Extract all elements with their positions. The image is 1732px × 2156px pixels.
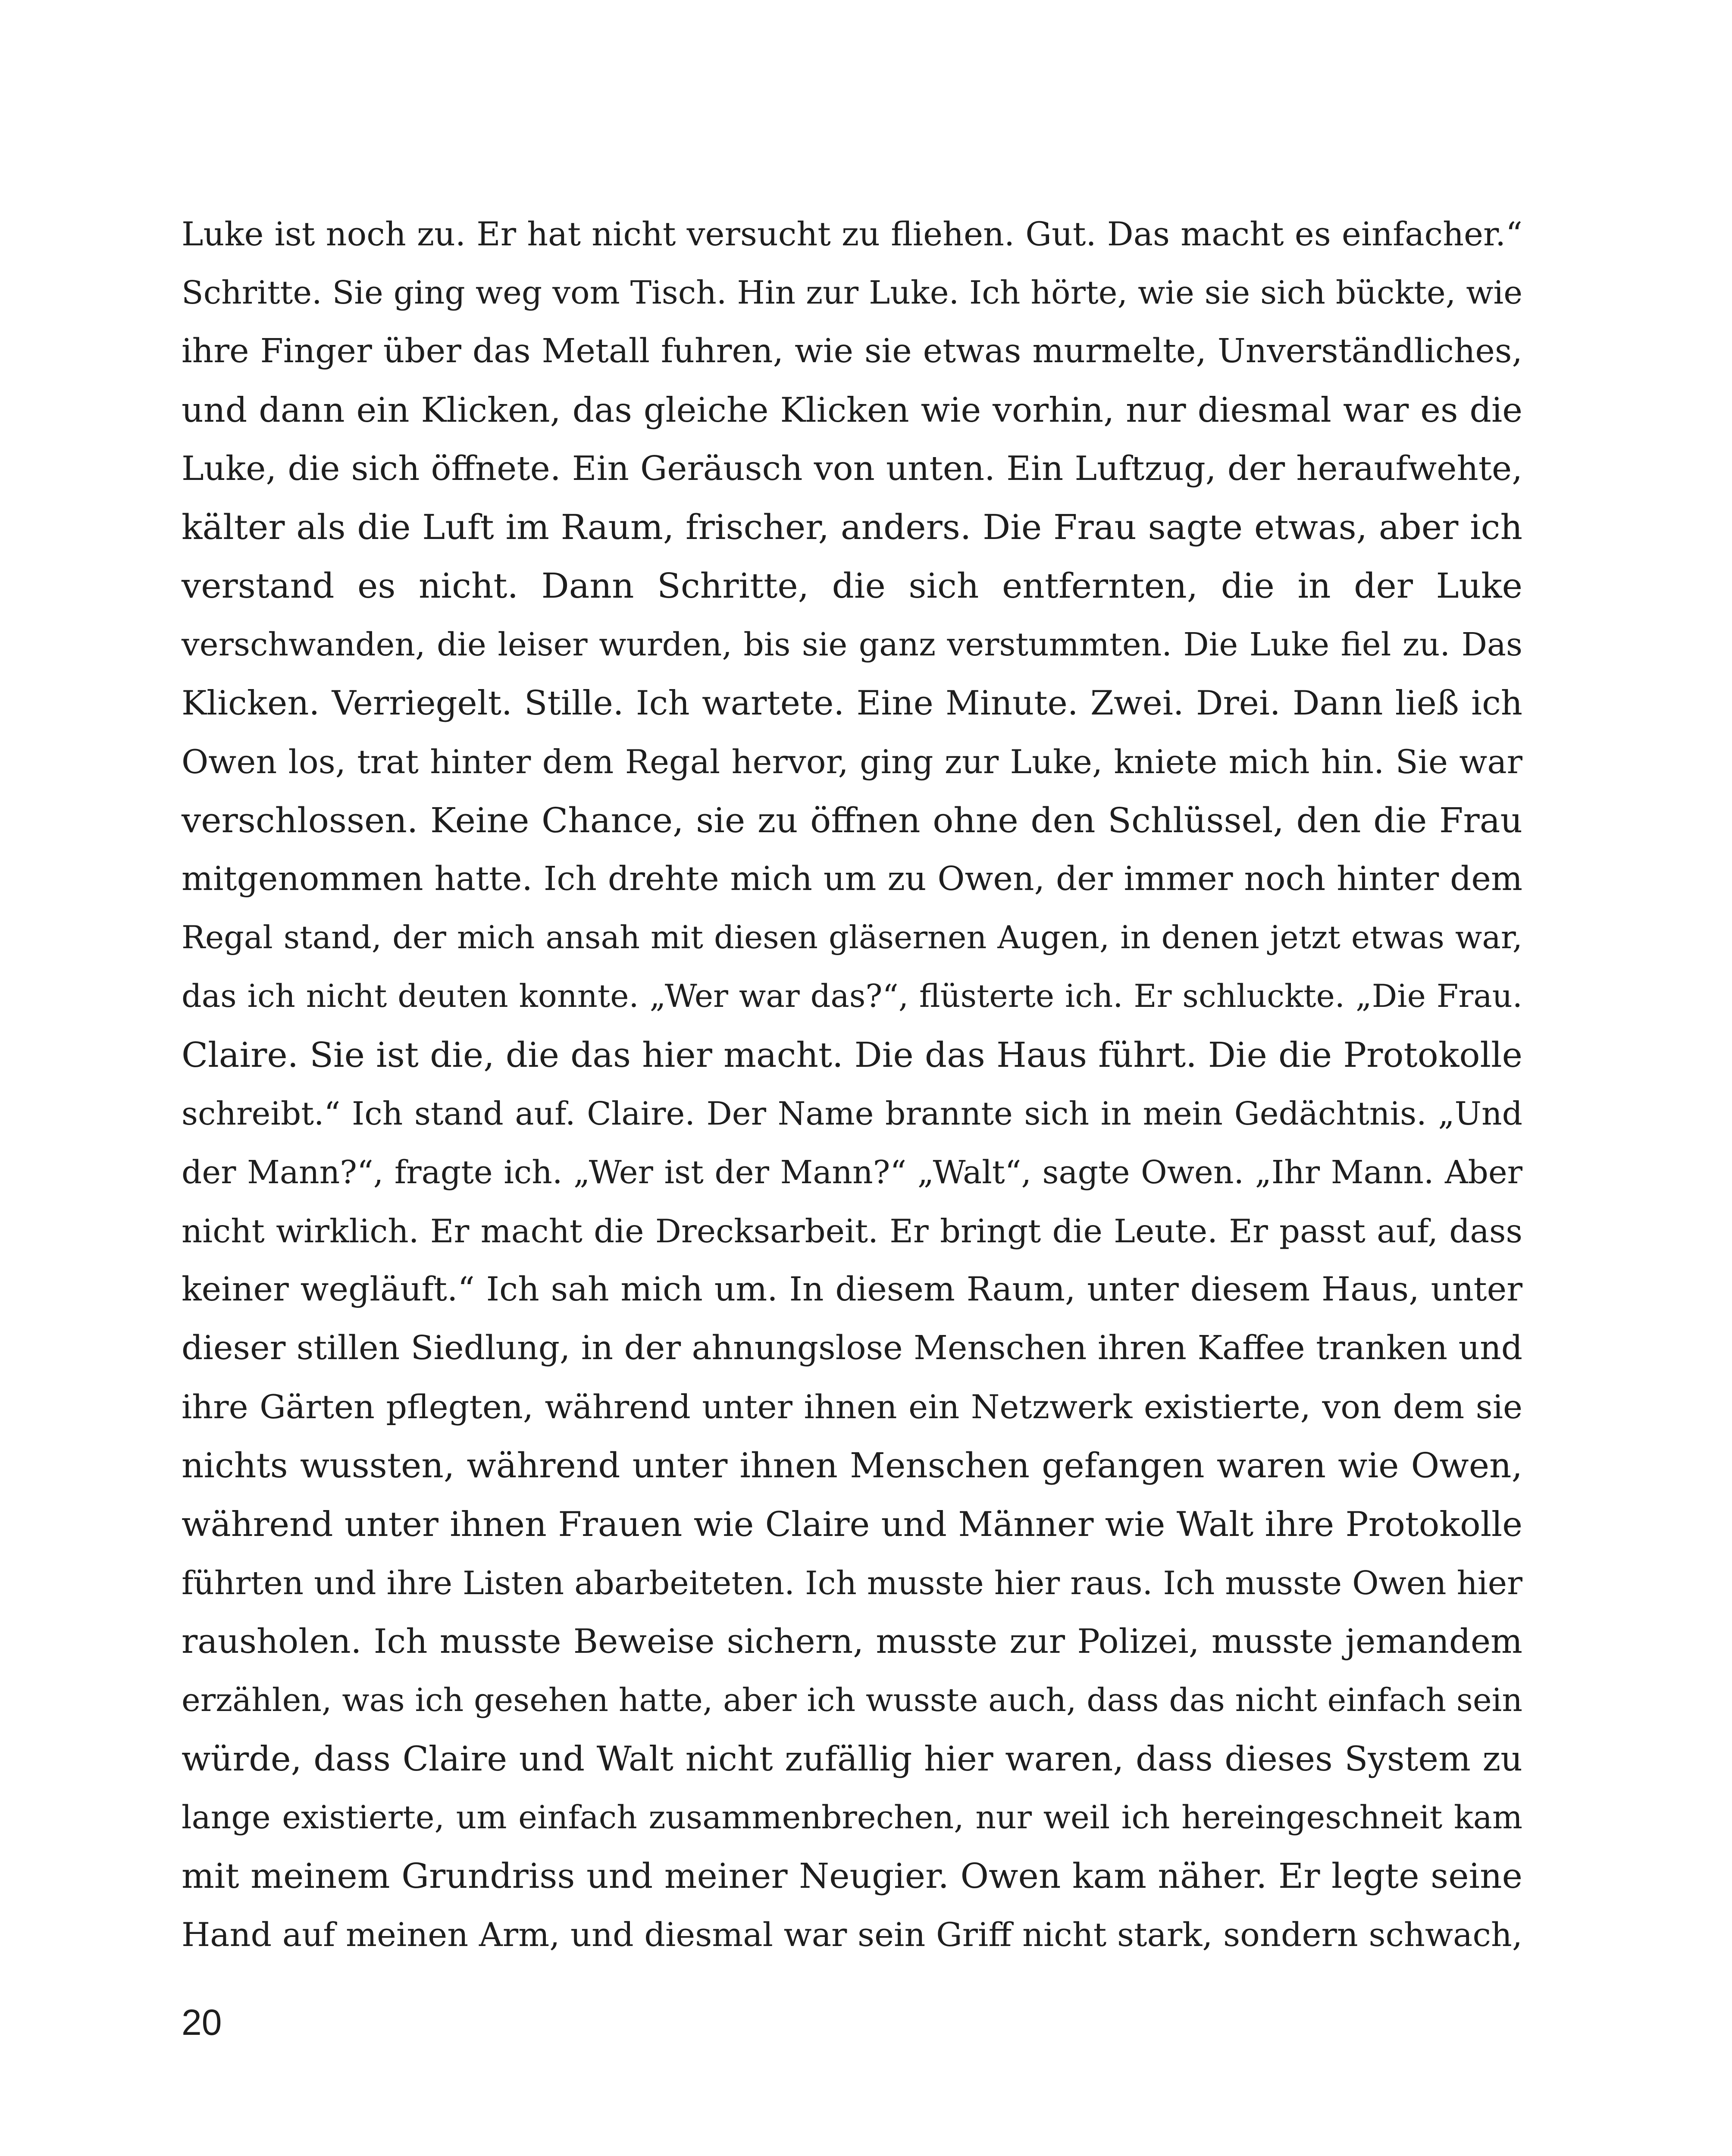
text-line: der Mann?“, fragte ich. „Wer ist der Mann?“ „Walt“, sagte Owen. „Ihr Mann. Aber [182,1154,1522,1191]
text-line: lange existierte, um einfach zusammenbrechen, nur weil ich hereingeschneit kam [182,1799,1522,1836]
text-line: verschlossen. Keine Chance, sie zu öffnen ohne den Schlüssel, den die Frau [182,800,1522,840]
text-line: Luke, die sich öffnete. Ein Geräusch von unten. Ein Luftzug, der heraufwehte, [182,449,1522,488]
text-line: nichts wussten, während unter ihnen Menschen gefangen waren wie Owen, [182,1445,1522,1485]
text-line: Regal stand, der mich ansah mit diesen gläsernen Augen, in denen jetzt etwas war, [182,919,1522,956]
text-line: Klicken. Verriegelt. Stille. Ich wartete. Eine Minute. Zwei. Drei. Dann ließ ich [182,684,1522,723]
text-line: das ich nicht deuten konnte. „Wer war das?“, flüsterte ich. Er schluckte. „Die Frau. [182,978,1522,1015]
text-line: führten und ihre Listen abarbeiteten. Ich musste hier raus. Ich musste Owen hier [182,1564,1522,1602]
body-text [182,205,1522,1964]
text-line: Hand auf meinen Arm, und diesmal war sein Griff nicht stark, sondern schwach, [182,1915,1522,1954]
text-line: kälter als die Luft im Raum, frischer, anders. Die Frau sagte etwas, aber ich [182,507,1522,547]
text-line: schreibt.“ Ich stand auf. Claire. Der Name brannte sich in mein Gedächtnis. „Und [182,1095,1522,1132]
text-line: würde, dass Claire und Walt nicht zufällig hier waren, dass dieses System zu [182,1739,1522,1779]
text-line: und dann ein Klicken, das gleiche Klicken wie vorhin, nur diesmal war es die [182,390,1522,430]
text-line: Owen los, trat hinter dem Regal hervor, ging zur Luke, kniete mich hin. Sie war [182,743,1522,781]
text-line: mitgenommen hatte. Ich drehte mich um zu Owen, der immer noch hinter dem [182,860,1522,898]
text-line: Claire. Sie ist die, die das hier macht. Die das Haus führt. Die die Protokolle [182,1035,1522,1075]
text-line: Luke ist noch zu. Er hat nicht versucht zu fliehen. Gut. Das macht es einfacher.“ [182,215,1522,253]
text-line: ihre Gärten pflegten, während unter ihnen ein Netzwerk existierte, von dem sie [182,1388,1522,1426]
text-line: ihre Finger über das Metall fuhren, wie sie etwas murmelte, Unverständliches, [182,332,1522,370]
text-line: keiner wegläuft.“ Ich sah mich um. In diesem Raum, unter diesem Haus, unter [182,1270,1522,1309]
text-line: dieser stillen Siedlung, in der ahnungslose Menschen ihren Kaffee tranken und [182,1329,1522,1367]
text-line: Schritte. Sie ging weg vom Tisch. Hin zur Luke. Ich hörte, wie sie sich bückte, wie [182,274,1522,311]
text-line: rausholen. Ich musste Beweise sichern, musste zur Polizei, musste jemandem [182,1622,1522,1661]
text-line: nicht wirklich. Er macht die Drecksarbeit. Er bringt die Leute. Er passt auf, dass [182,1212,1522,1250]
text-line: verstand es nicht. Dann Schritte, die sich entfernten, die in der Luke [182,566,1522,606]
text-line: erzählen, was ich gesehen hatte, aber ich wusste auch, dass das nicht einfach sein [182,1682,1522,1719]
text-line: verschwanden, die leiser wurden, bis sie ganz verstummten. Die Luke fiel zu. Das [182,626,1522,663]
text-line: während unter ihnen Frauen wie Claire und Männer wie Walt ihre Protokolle [182,1504,1522,1544]
page-number: 20 [182,2002,222,2043]
text-line: mit meinem Grundriss und meiner Neugier. Owen kam näher. Er legte seine [182,1856,1522,1896]
